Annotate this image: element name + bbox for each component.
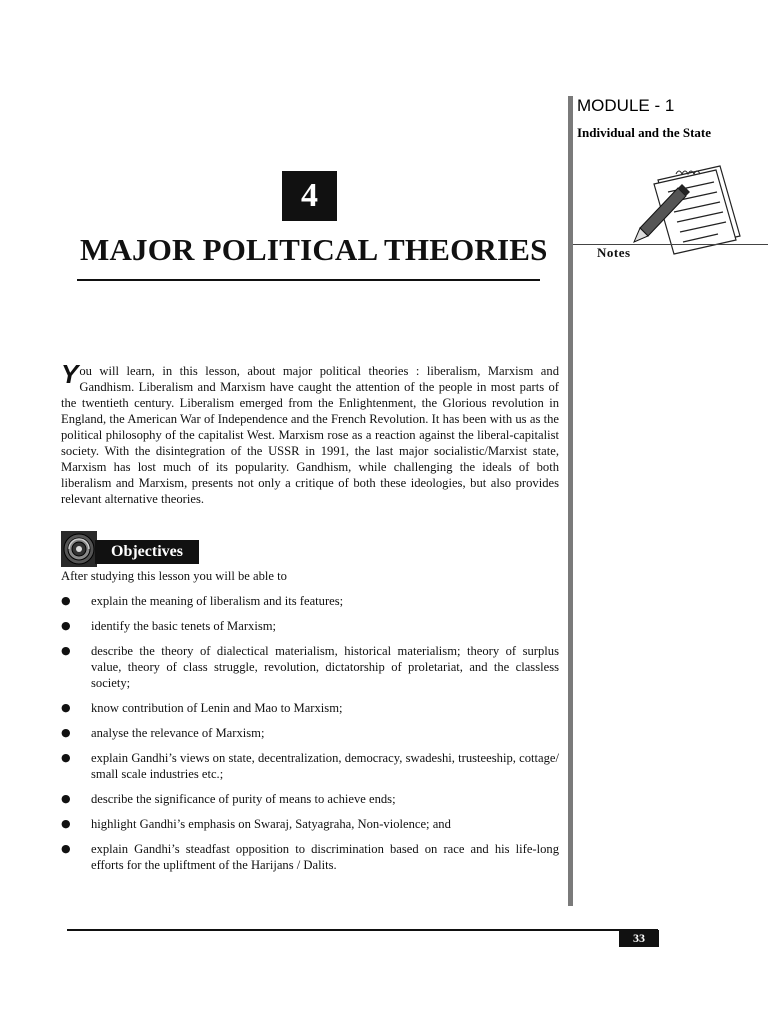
margin-rule	[568, 96, 573, 906]
footer-rule	[67, 929, 658, 931]
bullet-icon: ●	[61, 842, 71, 855]
objectives-heading: Objectives	[95, 540, 199, 564]
intro-paragraph	[61, 359, 559, 507]
intro-text: ou will learn, in this lesson, about major political theories : liberalism, Marxism and Gandhism. Liberalism and Marxism have caught the attention of the people in most parts of the twentieth century. Liberalism emerged from the Enlightenment, the Glorious revolution in England, the American War of Independence and the French Revolution. It has been with us as the political philosophy of the capitalist West. Marxism rose as a reaction against the liberal-capitalist society. With the disintegration of the USSR in 1991, the last major socialistic/Marxist state, Marxism has lost much of its popularity. Gandhism, while challenging the ideals of both liberalism and Marxism, presents not only a critique of both these ideologies, but also provides relevant alternative theories.	[61, 364, 559, 506]
list-item: ● identify the basic tenets of Marxism;	[61, 619, 277, 633]
list-item: ● explain the meaning of liberalism and its features;	[61, 594, 344, 608]
bullet-icon: ●	[61, 751, 71, 764]
notepad-pencil-icon	[628, 158, 744, 258]
list-item: ● analyse the relevance of Marxism;	[61, 726, 265, 740]
target-icon	[61, 531, 97, 567]
list-item: ● explain Gandhi’s steadfast opposition to discrimination based on race and his life-long efforts for the upliftment of the Harijans / Dalits.	[61, 842, 559, 872]
bullet-icon: ●	[61, 644, 71, 657]
objectives-list	[61, 593, 559, 882]
objectives-intro: After studying this lesson you will be able to	[61, 569, 287, 583]
list-item: ● explain Gandhi’s views on state, decentralization, democracy, swadeshi, trusteeship, cottage/ small scale industries etc.;	[61, 751, 559, 781]
module-title: MODULE - 1	[577, 96, 675, 115]
page-number: 33	[619, 930, 659, 947]
list-item: ● describe the significance of purity of means to achieve ends;	[61, 792, 396, 806]
list-item: ● highlight Gandhi’s emphasis on Swaraj, Satyagraha, Non-violence; and	[61, 817, 451, 831]
list-item: ● describe the theory of dialectical materialism, historical materialism; theory of surplus value, theory of class struggle, revolution, dictatorship of proletariat, and the classless society;	[61, 644, 559, 690]
notes-label: Notes	[597, 245, 631, 260]
bullet-icon: ●	[61, 726, 71, 739]
drop-cap: Y	[61, 359, 79, 389]
bullet-icon: ●	[61, 701, 71, 714]
list-item: ● know contribution of Lenin and Mao to Marxism;	[61, 701, 343, 715]
chapter-title: MAJOR POLITICAL THEORIES	[80, 232, 548, 267]
title-underline	[77, 279, 540, 281]
bullet-icon: ●	[61, 792, 71, 805]
bullet-icon: ●	[61, 817, 71, 830]
chapter-number: 4	[282, 171, 337, 221]
bullet-icon: ●	[61, 594, 71, 607]
module-subtitle: Individual and the State	[577, 125, 712, 140]
bullet-icon: ●	[61, 619, 71, 632]
